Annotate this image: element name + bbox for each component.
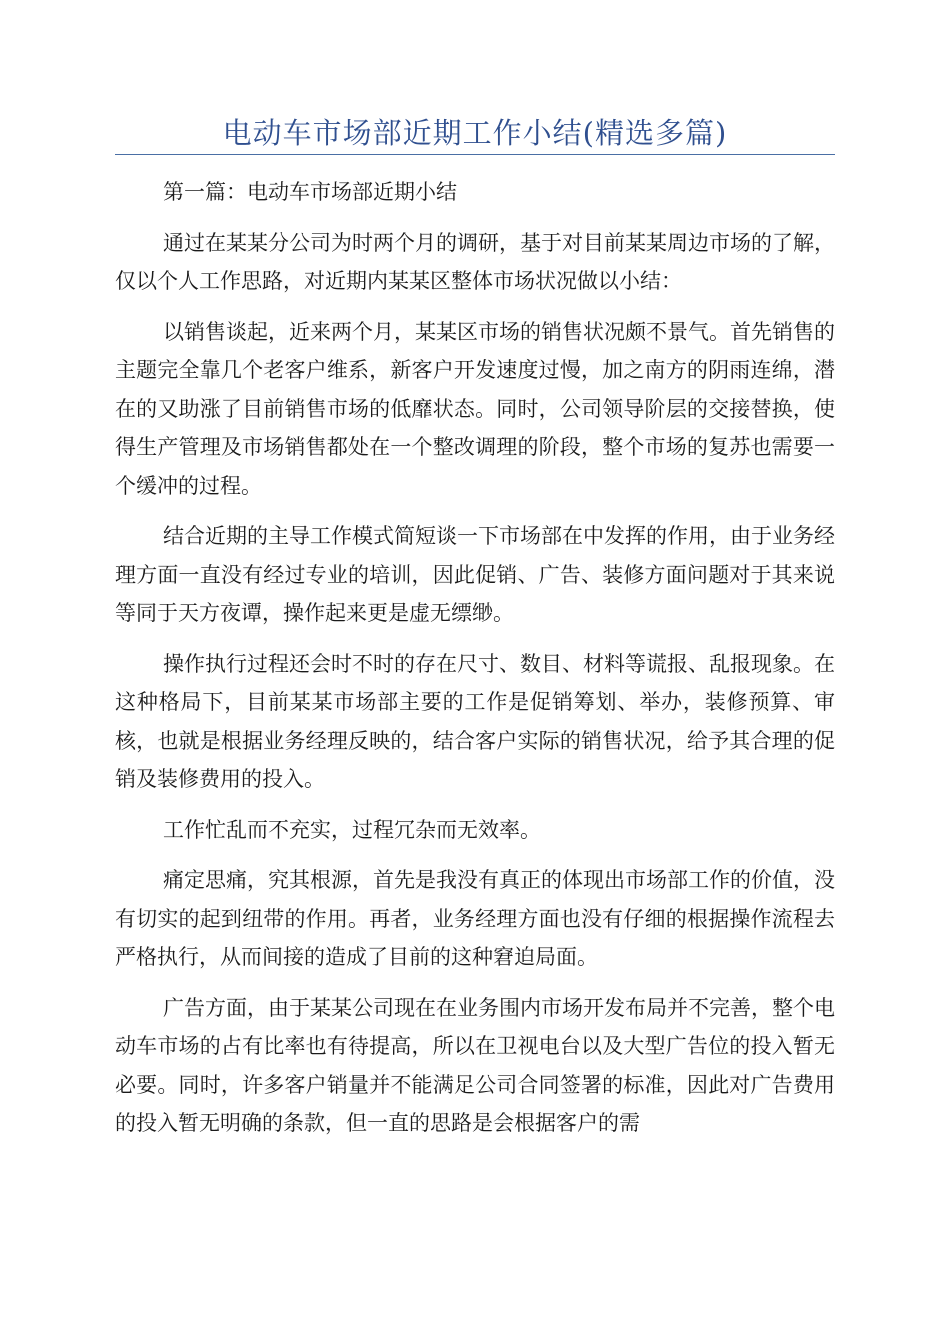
paragraph: 操作执行过程还会时不时的存在尺寸、数目、材料等谎报、乱报现象。在这种格局下，目前某某市场部主要的工作是促销筹划、举办，装修预算、审核，也就是根据业务经理反映的，结合客户实际的销售状况，给予其合理的促销及装修费用的投入。 xyxy=(115,651,835,791)
document-title: 电动车市场部近期工作小结(精选多篇) xyxy=(222,116,728,150)
paragraph: 通过在某某分公司为时两个月的调研，基于对目前某某周边市场的了解，仅以个人工作思路，对近期内某某区整体市场状况做以小结： xyxy=(115,230,835,293)
title-underline xyxy=(115,154,835,155)
paragraph: 广告方面，由于某某公司现在在业务围内市场开发布局并不完善，整个电动车市场的占有比率也有待提高，所以在卫视电台以及大型广告位的投入暂无必要。同时，许多客户销量并不能满足公司合同签署的标准，因此对广告费用的投入暂无明确的条款，但一直的思路是会根据客户的需 xyxy=(115,995,835,1135)
paragraph: 结合近期的主导工作模式简短谈一下市场部在中发挥的作用，由于业务经理方面一直没有经过专业的培训，因此促销、广告、装修方面问题对于其来说等同于天方夜谭，操作起来更是虚无缥缈。 xyxy=(115,524,835,625)
paragraph: 以销售谈起，近来两个月，某某区市场的销售状况颇不景气。首先销售的主题完全靠几个老客户维系，新客户开发速度过慢，加之南方的阴雨连绵，潜在的又助涨了目前销售市场的低靡状态。同时，公司领导阶层的交接替换，使得生产管理及市场销售都处在一个整改调理的阶段，整个市场的复苏也需要一个缓冲的过程。 xyxy=(115,319,835,498)
document-body xyxy=(115,173,835,1155)
section-heading: 第一篇：电动车市场部近期小结 xyxy=(163,180,457,204)
paragraph: 工作忙乱而不充实，过程冗杂而无效率。 xyxy=(163,817,541,842)
paragraph: 痛定思痛，究其根源，首先是我没有真正的体现出市场部工作的价值，没有切实的起到纽带的作用。再者，业务经理方面也没有仔细的根据操作流程去严格执行，从而间接的造成了目前的这种窘迫局面。 xyxy=(115,868,835,969)
